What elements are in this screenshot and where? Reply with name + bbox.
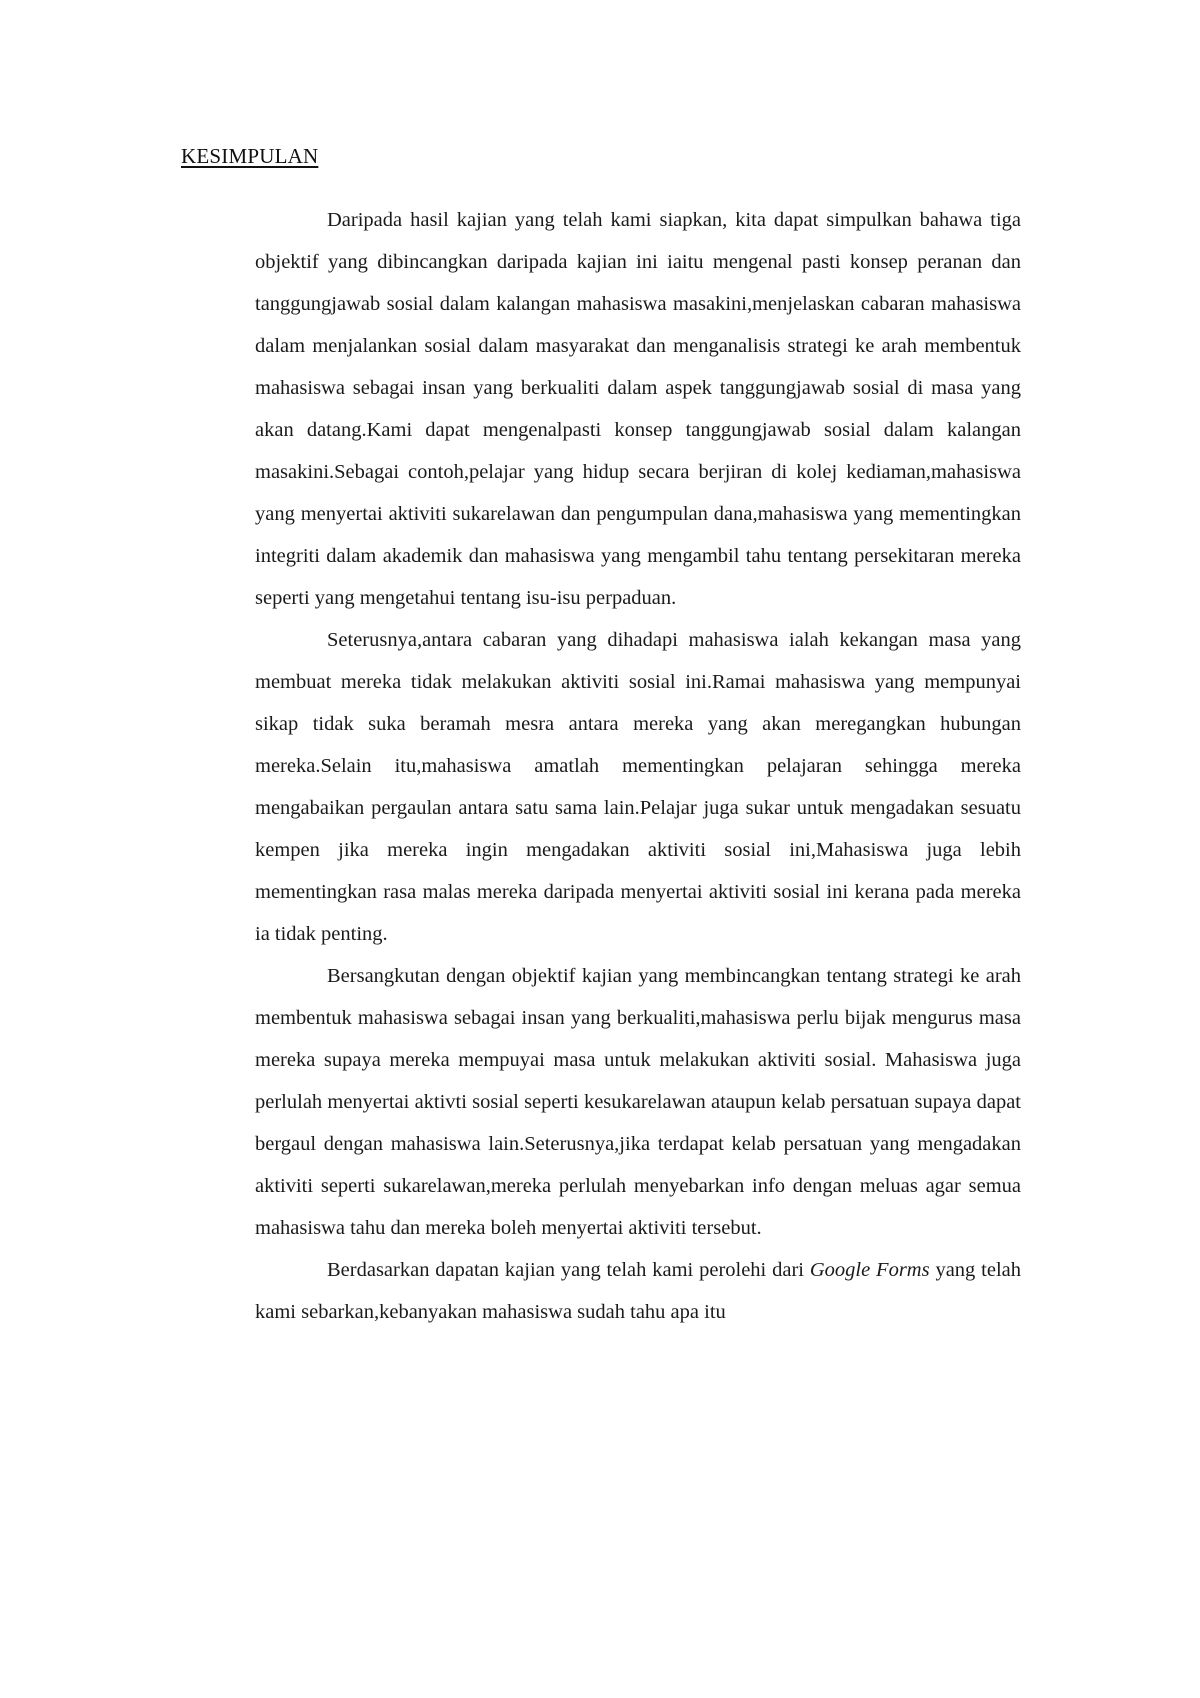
paragraph-3: Bersangkutan dengan objektif kajian yang membincangkan tentang strategi ke arah membentuk mahasiswa sebagai insan yang berkualiti,mahasiswa perlu bijak mengurus masa mereka supaya mereka mempuyai masa untuk melakukan aktiviti sosial. Mahasiswa juga perlulah menyertai aktivti sosial seperti kesukarelawan ataupun kelab persatuan supaya dapat bergaul dengan mahasiswa lain.Seterusnya,jika terdapat kelab persatuan yang mengadakan aktiviti seperti sukarelawan,mereka perlulah menyebarkan info dengan meluas agar semua mahasiswa tahu dan mereka boleh menyertai aktiviti tersebut.	[255, 965, 1021, 1239]
paragraph-2: Seterusnya,antara cabaran yang dihadapi mahasiswa ialah kekangan masa yang membuat mereka tidak melakukan aktiviti sosial ini.Ramai mahasiswa yang mempunyai sikap tidak suka beramah mesra antara mereka yang akan meregangkan hubungan mereka.Selain itu,mahasiswa amatlah mementingkan pelajaran sehingga mereka mengabaikan pergaulan antara satu sama lain.Pelajar juga sukar untuk mengadakan sesuatu kempen jika mereka ingin mengadakan aktiviti sosial ini,Mahasiswa juga lebih mementingkan rasa malas mereka daripada menyertai aktiviti sosial ini kerana pada mereka ia tidak penting.	[255, 629, 1021, 945]
body-text	[255, 199, 1021, 1333]
paragraph-4-text-start: Berdasarkan dapatan kajian yang telah kami perolehi dari	[327, 1259, 810, 1281]
paragraph-4-italic-term: Google Forms	[809, 1259, 930, 1281]
paragraph-4-text-end: yang telah kami sebarkan,kebanyakan mahasiswa sudah tahu apa itu	[255, 1259, 1021, 1323]
paragraph-1: Daripada hasil kajian yang telah kami siapkan, kita dapat simpulkan bahawa tiga objektif yang dibincangkan daripada kajian ini iaitu mengenal pasti konsep peranan dan tanggungjawab sosial dalam kalangan mahasiswa masakini,menjelaskan cabaran mahasiswa dalam menjalankan sosial dalam masyarakat dan menganalisis strategi ke arah membentuk mahasiswa sebagai insan yang berkualiti dalam aspek tanggungjawab sosial di masa yang akan datang.Kami dapat mengenalpasti konsep tanggungjawab sosial dalam kalangan masakini.Sebagai contoh,pelajar yang hidup secara berjiran di kolej kediaman,mahasiswa yang menyertai aktiviti sukarelawan dan pengumpulan dana,mahasiswa yang mementingkan integriti dalam akademik dan mahasiswa yang mengambil tahu tentang persekitaran mereka seperti yang mengetahui tentang isu-isu perpaduan.	[255, 209, 1021, 609]
section-heading: KESIMPULAN	[181, 144, 319, 168]
paragraph-4	[255, 1249, 1021, 1333]
